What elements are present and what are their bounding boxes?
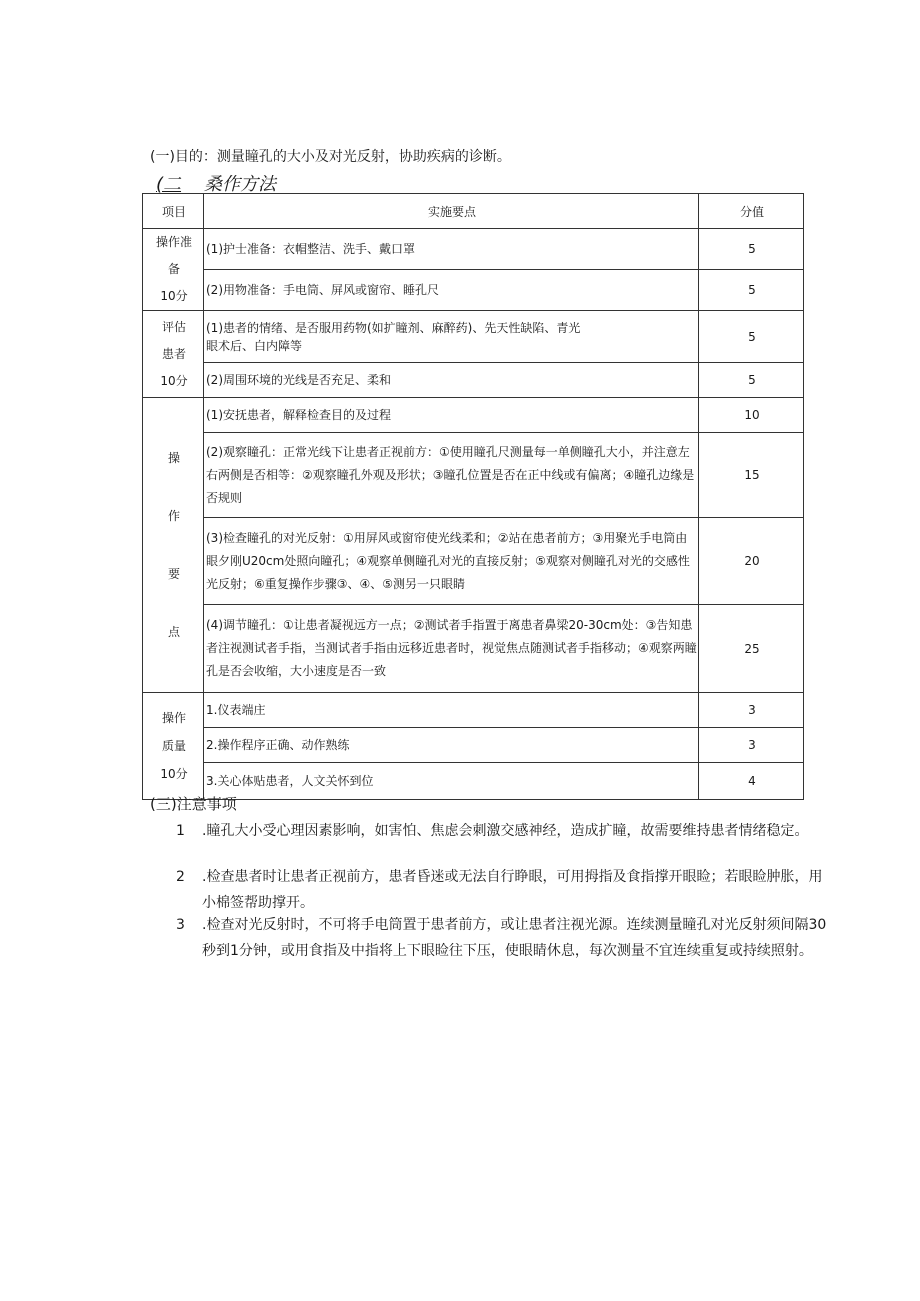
method-heading-title: 桑作方法 [204,174,276,195]
table-header-row [143,194,804,229]
group-label-line: 操作准 [155,235,192,249]
note-text: .检查对光反射时，不可将手电筒置于患者前方，或让患者注视光源。连续测量瞳孔对光反射须间隔30秒到1分钟，或用食指及中指将上下眼睑往下压，使眼睛休息，每次测量不宜连续重复或持续照射。 [202,917,827,959]
row-score: 3 [699,693,804,728]
table-row [143,363,804,398]
group-label-line: 10分 [160,373,188,388]
header-points: 实施要点 [204,194,699,229]
group-label-line: 备 [167,262,180,276]
note-number: 3 [176,917,185,933]
group-label-line: 操作 [161,711,186,725]
note-item [176,864,836,911]
row-score: 5 [699,363,804,398]
group-label-operation [143,398,204,693]
row-score: 4 [699,763,804,800]
row-text: (1)安抚患者，解释检查目的及过程 [204,398,699,433]
row-score: 5 [699,311,804,363]
table-row [143,270,804,311]
row-text: (1)护士准备：衣帽整洁、洗手、戴口罩 [204,229,699,270]
procedure-table [142,193,804,800]
notes-title: (三)注意事项 [150,795,237,813]
row-score: 15 [699,433,804,518]
row-score: 3 [699,728,804,763]
table-row [143,763,804,800]
row-text: 2.操作程序正确、动作熟练 [204,728,699,763]
note-text: .检查患者时让患者正视前方，患者昏迷或无法自行睁眼，可用拇指及食指撑开眼睑；若眼睑肿胀，用小棉签帮助撑开。 [202,869,823,911]
group-label-line: 10分 [160,289,188,303]
row-text: (2)用物准备：手电筒、屏风或窗帘、睡孔尺 [204,270,699,311]
group-label-line: 患者 [161,346,186,361]
table-row [143,433,804,518]
group-label-quality [143,693,204,800]
note-item [176,912,836,959]
row-text: (1)患者的情绪、是否服用药物(如扩瞳剂、麻醉药)、先天性缺陷、青光 眼术后、白内障等 [204,311,699,363]
row-score: 5 [699,229,804,270]
table-row [143,518,804,605]
group-label-assess [143,311,204,398]
group-label-line: 作 [167,509,180,523]
note-text: .瞳孔大小受心理因素影响，如害怕、焦虑会刺激交感神经，造成扩瞳，故需要维持患者情绪稳定。 [202,823,809,839]
row-score: 20 [699,518,804,605]
row-text: (4)调节瞳孔：①让患者凝视远方一点；②测试者手指置于离患者鼻梁20-30cm处：③告知患者注视测试者手指，当测试者手指由远移近患者时，视觉焦点随测试者手指移动；④观察两瞳孔是否会收缩，大小速度是否一致 [204,605,699,693]
group-label-line: 评估 [161,319,186,334]
row-score: 10 [699,398,804,433]
group-label-line: 点 [167,625,180,639]
header-project: 项目 [143,194,204,229]
note-number: 2 [176,869,185,885]
table-row [143,311,804,363]
table-row [143,398,804,433]
row-score: 5 [699,270,804,311]
row-text: 3.关心体贴患者，人文关怀到位 [204,763,699,800]
table-row [143,728,804,763]
group-label-line: 质量 [161,739,186,753]
row-text: 1.仪表端庄 [204,693,699,728]
header-score: 分值 [699,194,804,229]
group-label-line: 10分 [160,767,188,781]
row-score: 25 [699,605,804,693]
table-row [143,229,804,270]
row-text: (2)观察瞳孔：正常光线下让患者正视前方：①使用瞳孔尺测量每一单侧瞳孔大小，并注意左右两侧是否相等：②观察瞳孔外观及形状；③瞳孔位置是否在正中线或有偏离；④瞳孔边缘是否规则 [204,433,699,518]
row-text: (2)周围环境的光线是否充足、柔和 [204,363,699,398]
group-label-prep [143,229,204,311]
table-row [143,693,804,728]
table-row [143,605,804,693]
group-label-line: 要 [167,567,180,581]
group-label-line: 操 [167,451,180,465]
method-heading-number: (二 [156,174,182,195]
note-number: 1 [176,823,185,839]
row-text: (3)检查瞳孔的对光反射：①用屏风或窗帘使光线柔和；②站在患者前方；③用聚光手电筒由眼夕刚U20cm处照向瞳孔；④观察单侧瞳孔对光的直接反射；⑤观察对侧瞳孔对光的交感性光反射；⑥重复操作步骤③、④、⑤测另一只眼睛 [204,518,699,605]
purpose-line: (一)目的：测量瞳孔的大小及对光反射，协助疾病的诊断。 [150,149,511,165]
note-item [176,818,836,844]
